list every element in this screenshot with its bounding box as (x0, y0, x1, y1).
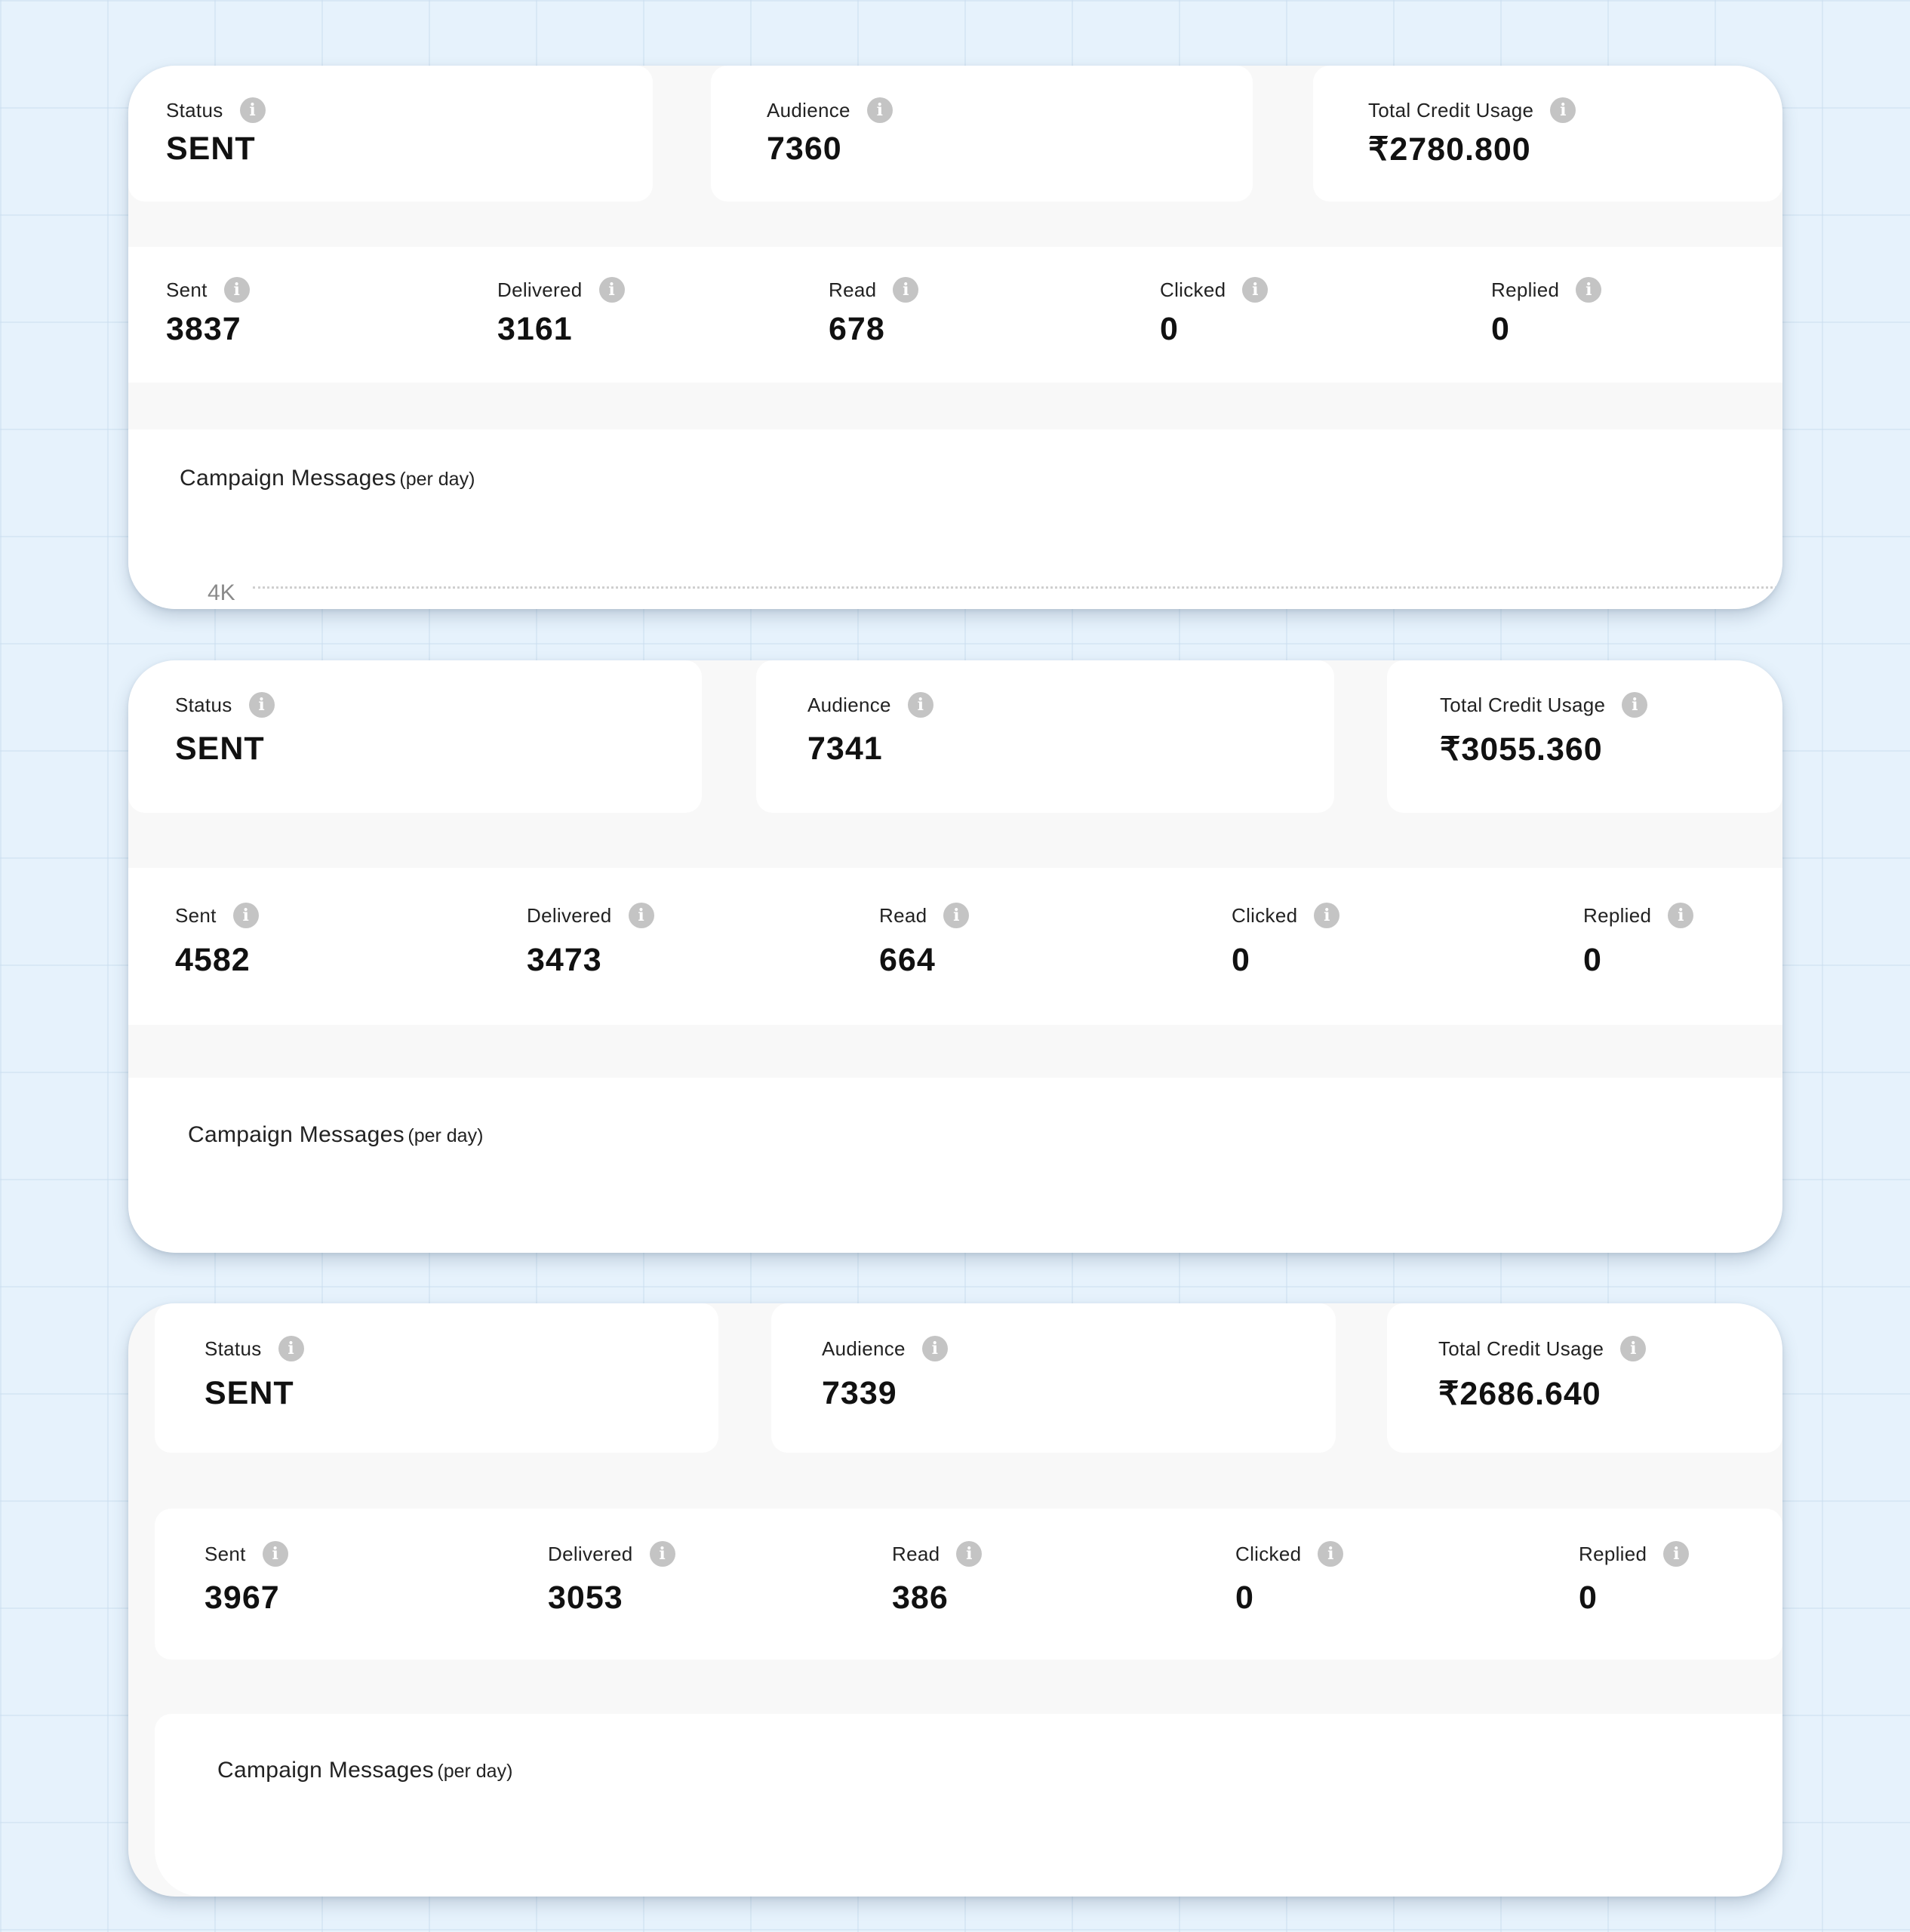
audience-label: Audience (767, 98, 850, 122)
chart-gridline (253, 586, 1782, 589)
status-label-row (205, 1336, 304, 1361)
metric-sent-value: 3967 (205, 1580, 280, 1616)
chart-title (217, 1758, 512, 1783)
audience-value: 7360 (767, 131, 842, 167)
info-icon[interactable]: i (599, 277, 625, 303)
metric-label: Sent (175, 903, 217, 927)
info-icon[interactable]: i (943, 903, 969, 928)
metric-replied-value: 0 (1583, 942, 1602, 978)
status-value: SENT (205, 1375, 294, 1411)
info-icon[interactable]: i (908, 692, 933, 718)
chart-panel (128, 429, 1782, 609)
metric-label: Clicked (1232, 903, 1298, 927)
metric-label: Read (829, 278, 877, 301)
info-icon[interactable]: i (893, 277, 918, 303)
audience-value: 7339 (822, 1375, 897, 1411)
metric-sent-label-row (175, 903, 259, 928)
chart-title-sub: (per day) (399, 469, 475, 490)
audience-label: Audience (822, 1337, 906, 1360)
metric-label: Replied (1583, 903, 1652, 927)
info-icon[interactable]: i (1314, 903, 1339, 928)
metric-clicked-value: 0 (1235, 1580, 1254, 1616)
info-icon[interactable]: i (650, 1541, 675, 1567)
info-icon[interactable]: i (867, 97, 893, 123)
metric-label: Replied (1579, 1542, 1647, 1565)
info-icon[interactable]: i (956, 1541, 982, 1567)
metric-replied-label-row (1579, 1541, 1689, 1567)
credit-label: Total Credit Usage (1438, 1337, 1604, 1360)
credit-value: ₹3055.360 (1440, 731, 1603, 768)
metric-replied-value: 0 (1579, 1580, 1598, 1616)
metric-label: Read (892, 1542, 940, 1565)
metrics-panel (155, 1509, 1782, 1660)
info-icon[interactable]: i (249, 692, 275, 718)
metric-clicked-label-row (1160, 277, 1268, 303)
audience-label-row (807, 692, 933, 718)
status-value: SENT (175, 731, 265, 767)
info-icon[interactable]: i (278, 1336, 304, 1361)
credit-value: ₹2780.800 (1368, 131, 1531, 168)
metric-label: Clicked (1160, 278, 1226, 301)
chart-title (188, 1122, 483, 1148)
info-icon[interactable]: i (1576, 277, 1601, 303)
metric-replied-label-row (1583, 903, 1693, 928)
metrics-panel (128, 247, 1782, 383)
metric-sent-value: 4582 (175, 942, 251, 978)
status-label: Status (175, 693, 232, 716)
info-icon[interactable]: i (1242, 277, 1268, 303)
metric-delivered-label-row (497, 277, 625, 303)
metric-label: Delivered (548, 1542, 633, 1565)
metrics-panel (128, 868, 1782, 1025)
chart-panel (155, 1714, 1782, 1897)
info-icon[interactable]: i (240, 97, 266, 123)
info-icon[interactable]: i (922, 1336, 948, 1361)
credit-label-row (1368, 97, 1576, 123)
chart-title-sub: (per day) (437, 1761, 513, 1782)
metric-read-label-row (829, 277, 918, 303)
info-icon[interactable]: i (1620, 1336, 1646, 1361)
metric-sent-value: 3837 (166, 311, 241, 347)
metric-read-value: 664 (879, 942, 936, 978)
audience-label: Audience (807, 693, 891, 716)
metric-label: Clicked (1235, 1542, 1302, 1565)
metric-delivered-label-row (548, 1541, 675, 1567)
status-label-row (166, 97, 266, 123)
status-value: SENT (166, 131, 256, 167)
metric-label: Sent (205, 1542, 246, 1565)
metric-read-label-row (879, 903, 969, 928)
metric-label: Replied (1491, 278, 1560, 301)
metric-label: Read (879, 903, 927, 927)
chart-panel (128, 1078, 1782, 1253)
info-icon[interactable]: i (1663, 1541, 1689, 1567)
credit-label-row (1438, 1336, 1646, 1361)
credit-label-row (1440, 692, 1647, 718)
info-icon[interactable]: i (1318, 1541, 1343, 1567)
chart-title-sub: (per day) (408, 1125, 484, 1146)
campaign-card-3 (128, 1303, 1782, 1897)
metric-label: Sent (166, 278, 208, 301)
chart-title-main: Campaign Messages (188, 1122, 404, 1147)
credit-value: ₹2686.640 (1438, 1376, 1601, 1412)
metric-label: Delivered (497, 278, 583, 301)
status-label: Status (205, 1337, 262, 1360)
campaign-card-2 (128, 660, 1782, 1253)
metric-delivered-value: 3053 (548, 1580, 623, 1616)
info-icon[interactable]: i (1550, 97, 1576, 123)
info-icon[interactable]: i (263, 1541, 288, 1567)
chart-y-tick: 4K (208, 580, 235, 605)
metric-sent-label-row (166, 277, 250, 303)
credit-label: Total Credit Usage (1368, 98, 1534, 122)
metric-delivered-label-row (527, 903, 654, 928)
metric-label: Delivered (527, 903, 612, 927)
metric-clicked-value: 0 (1160, 311, 1179, 347)
metric-delivered-value: 3161 (497, 311, 573, 347)
audience-label-row (767, 97, 893, 123)
chart-title-main: Campaign Messages (180, 466, 396, 491)
metric-clicked-label-row (1232, 903, 1339, 928)
info-icon[interactable]: i (629, 903, 654, 928)
metric-clicked-label-row (1235, 1541, 1343, 1567)
metric-read-value: 386 (892, 1580, 949, 1616)
info-icon[interactable]: i (1668, 903, 1693, 928)
credit-label: Total Credit Usage (1440, 693, 1606, 716)
audience-label-row (822, 1336, 948, 1361)
info-icon[interactable]: i (224, 277, 250, 303)
metric-replied-label-row (1491, 277, 1601, 303)
metric-delivered-value: 3473 (527, 942, 602, 978)
metric-read-label-row (892, 1541, 982, 1567)
metric-clicked-value: 0 (1232, 942, 1250, 978)
campaign-card-1 (128, 66, 1782, 609)
status-label: Status (166, 98, 223, 122)
status-label-row (175, 692, 275, 718)
info-icon[interactable]: i (1622, 692, 1647, 718)
metric-read-value: 678 (829, 311, 885, 347)
metric-replied-value: 0 (1491, 311, 1510, 347)
info-icon[interactable]: i (233, 903, 259, 928)
metric-sent-label-row (205, 1541, 288, 1567)
chart-title (180, 466, 475, 491)
audience-value: 7341 (807, 731, 883, 767)
chart-title-main: Campaign Messages (217, 1758, 434, 1783)
